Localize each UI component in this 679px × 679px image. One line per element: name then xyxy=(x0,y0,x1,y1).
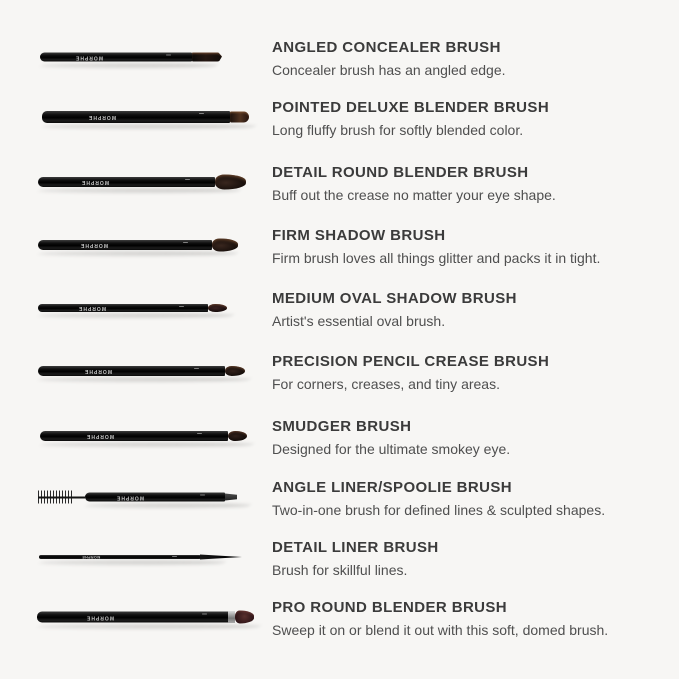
medium-oval-shadow-brush-icon xyxy=(208,304,227,312)
brush-figure-column xyxy=(0,86,272,148)
pointed-deluxe-blender-brush-icon xyxy=(230,112,249,123)
brush-brand-label: MORPHE xyxy=(86,433,115,439)
pro-round-blender-brush-icon xyxy=(235,611,254,624)
brush-shadow xyxy=(84,503,252,508)
brush-figure xyxy=(38,362,298,380)
brush-description: For corners, creases, and tiny areas. xyxy=(272,376,500,392)
brush-title: DETAIL LINER BRUSH xyxy=(272,539,439,556)
brush-title: DETAIL ROUND BLENDER BRUSH xyxy=(272,164,529,181)
brush-title: PRECISION PENCIL CREASE BRUSH xyxy=(272,353,550,370)
brush-figure xyxy=(38,236,298,254)
brush-ferrule xyxy=(228,611,235,623)
brush-figure-column xyxy=(0,214,272,276)
brush-shadow xyxy=(37,188,242,193)
brush-text-block xyxy=(272,598,665,639)
brush-handle xyxy=(37,612,235,623)
brush-brand-label: MORPHE xyxy=(83,368,112,374)
brush-description: Firm brush loves all things glitter and packs it in tight. xyxy=(272,250,601,266)
brush-handle xyxy=(39,555,200,559)
brush-brand-label: MORPHE xyxy=(115,494,144,500)
brush-brand-label: MORPHE xyxy=(74,54,103,60)
brush-description: Artist's essential oval brush. xyxy=(272,313,446,329)
brush-handle xyxy=(38,177,215,187)
angled-concealer-brush-icon xyxy=(192,53,222,62)
brush-row xyxy=(0,586,679,648)
brush-brand-label: MORPHE xyxy=(79,242,108,248)
brush-figure xyxy=(40,427,300,445)
brush-row xyxy=(0,214,679,276)
brush-handle xyxy=(38,240,212,250)
smudger-brush-icon xyxy=(228,431,247,441)
brush-text-block xyxy=(272,538,665,579)
brush-row xyxy=(0,466,679,528)
detail-round-blender-brush-icon xyxy=(215,175,246,190)
brush-title: PRO ROUND BLENDER BRUSH xyxy=(272,599,508,616)
brush-figure xyxy=(39,548,299,566)
brush-text-block xyxy=(272,226,665,267)
brush-figure xyxy=(40,48,300,66)
brush-brand-label: MORPHE xyxy=(88,114,117,120)
brush-figure-column xyxy=(0,151,272,213)
brush-row xyxy=(0,405,679,467)
brush-text-block xyxy=(272,417,665,458)
firm-shadow-brush-icon xyxy=(212,239,238,252)
brush-description: Two-in-one brush for defined lines & sculpted shapes. xyxy=(272,502,606,518)
brush-brand-label: MORPHE xyxy=(81,555,100,559)
brush-brand-label: MORPHE xyxy=(80,179,109,185)
brush-text-block xyxy=(272,478,665,519)
brush-figure xyxy=(42,108,302,126)
brush-brand-label: MORPHE xyxy=(86,614,115,620)
brush-title: SMUDGER BRUSH xyxy=(272,418,412,435)
brush-shadow xyxy=(39,442,255,447)
brush-figure-column xyxy=(0,26,272,88)
brush-brand-label: MORPHE xyxy=(78,305,107,311)
brush-row xyxy=(0,26,679,88)
brush-shadow xyxy=(36,624,262,629)
brush-shadow xyxy=(41,124,257,129)
brush-figure xyxy=(37,608,297,626)
brush-figure xyxy=(38,173,298,191)
brush-figure-column xyxy=(0,277,272,339)
brush-description: Long fluffy brush for softly blended color. xyxy=(272,122,524,138)
brush-title: MEDIUM OVAL SHADOW BRUSH xyxy=(272,290,517,307)
brush-description: Concealer brush has an angled edge. xyxy=(272,62,506,78)
brush-description: Designed for the ultimate smokey eye. xyxy=(272,441,511,457)
brush-text-block xyxy=(272,38,665,79)
brush-row xyxy=(0,86,679,148)
brush-figure-column xyxy=(0,526,272,588)
brush-handle xyxy=(38,304,208,312)
brush-title: FIRM SHADOW BRUSH xyxy=(272,227,446,244)
brush-title: POINTED DELUXE BLENDER BRUSH xyxy=(272,99,550,116)
detail-liner-brush-icon xyxy=(200,555,242,560)
brush-description: Sweep it on or blend it out with this soft, domed brush. xyxy=(272,622,609,638)
brush-text-block xyxy=(272,289,665,330)
brush-figure-column xyxy=(0,466,272,528)
spoolie-head-icon xyxy=(38,491,85,504)
brush-figure xyxy=(38,488,298,506)
brush-row xyxy=(0,340,679,402)
brush-handle xyxy=(42,111,230,123)
brush-handle xyxy=(40,431,228,441)
angle-liner-spoolie-brush-icon xyxy=(225,494,237,501)
brush-row xyxy=(0,277,679,339)
brush-handle xyxy=(85,493,225,502)
brush-description: Buff out the crease no matter your eye shape. xyxy=(272,187,556,203)
brush-shadow xyxy=(37,377,252,382)
brush-shadow xyxy=(39,63,219,68)
brush-shadow xyxy=(37,251,239,256)
brush-text-block xyxy=(272,352,665,393)
brush-title: ANGLED CONCEALER BRUSH xyxy=(272,39,501,56)
brush-row xyxy=(0,526,679,588)
brush-figure xyxy=(38,299,298,317)
brush-description: Brush for skillful lines. xyxy=(272,562,408,578)
brush-text-block xyxy=(272,98,665,139)
brush-shadow xyxy=(37,313,235,318)
brush-title: ANGLE LINER/SPOOLIE BRUSH xyxy=(272,479,513,496)
brush-text-block xyxy=(272,163,665,204)
brush-figure-column xyxy=(0,586,272,648)
brush-handle xyxy=(38,366,225,376)
brush-figure-column xyxy=(0,405,272,467)
brush-figure-column xyxy=(0,340,272,402)
brush-handle xyxy=(40,53,192,62)
precision-pencil-crease-brush-icon xyxy=(225,366,245,376)
brush-row xyxy=(0,151,679,213)
brush-shadow xyxy=(38,560,227,565)
